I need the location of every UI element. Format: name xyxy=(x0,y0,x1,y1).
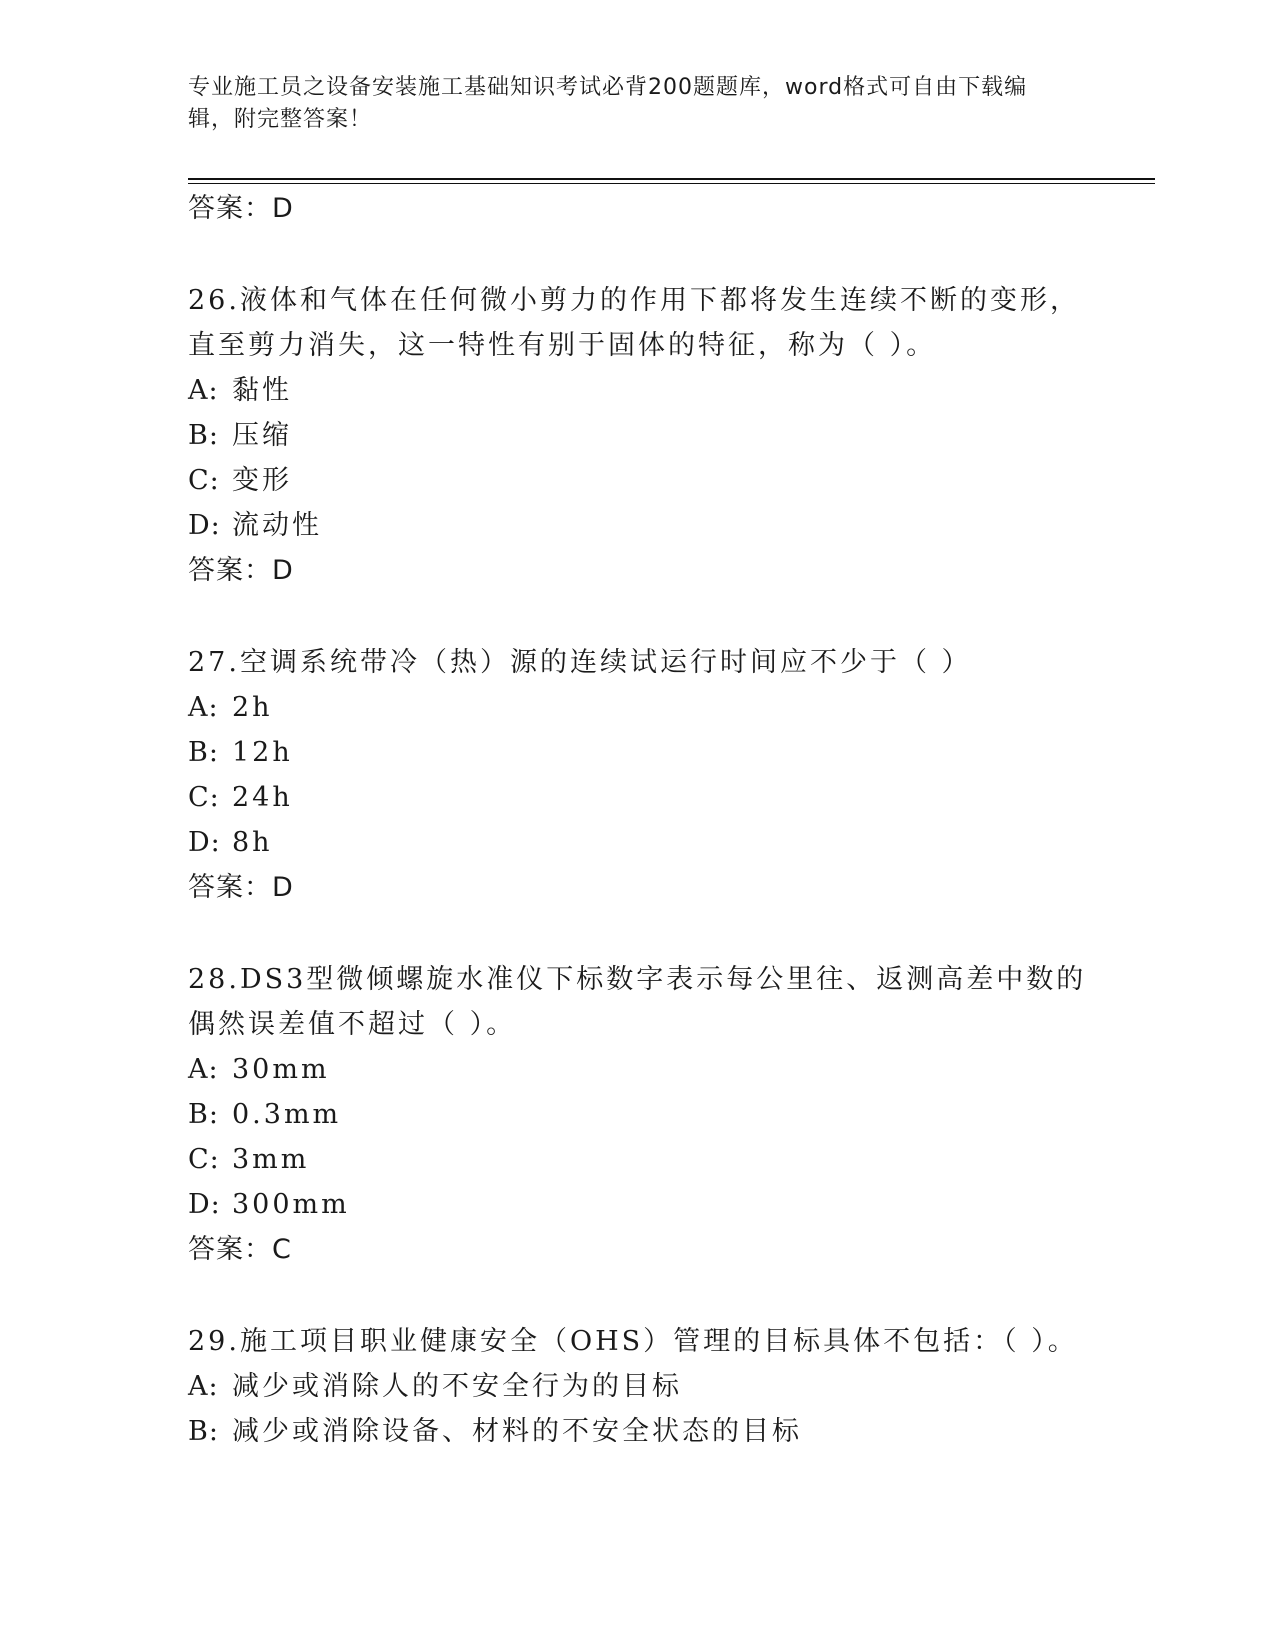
option-text: 8h xyxy=(232,827,273,858)
question-text: 26.液体和气体在任何微小剪力的作用下都将发生连续不断的变形，直至剪力消失，这一特性有别于固体的特征，称为（ ）。 xyxy=(188,285,1080,361)
option-b xyxy=(188,1409,1088,1454)
option-d xyxy=(188,1182,1088,1227)
option-label: D: xyxy=(188,1189,221,1220)
option-text: 流动性 xyxy=(232,510,322,541)
option-label: D: xyxy=(188,510,221,541)
option-a xyxy=(188,368,1088,413)
option-label: A: xyxy=(188,375,219,406)
option-label: B: xyxy=(188,737,219,768)
option-text: 24h xyxy=(232,782,293,813)
answer-line: 答案：D xyxy=(188,872,294,903)
answer-line: 答案：D xyxy=(188,555,294,586)
option-text: 300mm xyxy=(232,1189,350,1220)
question-text: 27.空调系统带冷（热）源的连续试运行时间应不少于（ ） xyxy=(188,647,972,678)
question-28 xyxy=(188,957,1088,1273)
option-label: B: xyxy=(188,1099,219,1130)
option-b xyxy=(188,1092,1088,1137)
question-27 xyxy=(188,640,1088,911)
option-a xyxy=(188,685,1088,730)
option-c xyxy=(188,775,1088,820)
option-d xyxy=(188,503,1088,548)
option-label: C: xyxy=(188,782,220,813)
option-text: 3mm xyxy=(232,1144,310,1175)
option-d xyxy=(188,820,1088,865)
option-label: C: xyxy=(188,1144,220,1175)
option-label: A: xyxy=(188,692,219,723)
option-text: 0.3mm xyxy=(232,1099,342,1130)
option-label: A: xyxy=(188,1371,219,1402)
question-list xyxy=(188,186,1088,1454)
option-text: 变形 xyxy=(232,465,292,496)
option-text: 黏性 xyxy=(232,375,292,406)
question-text: 28.DS3型微倾螺旋水准仪下标数字表示每公里往、返测高差中数的偶然误差值不超过（ ）。 xyxy=(188,964,1087,1040)
option-text: 30mm xyxy=(232,1054,330,1085)
previous-answer: 答案：D xyxy=(188,193,294,224)
option-label: B: xyxy=(188,1416,219,1447)
option-c xyxy=(188,1137,1088,1182)
option-label: C: xyxy=(188,465,220,496)
question-29 xyxy=(188,1319,1088,1454)
answer-line: 答案：C xyxy=(188,1234,292,1265)
option-b xyxy=(188,730,1088,775)
header-divider xyxy=(188,178,1155,180)
header-divider-thin xyxy=(188,183,1155,184)
option-label: A: xyxy=(188,1054,219,1085)
option-text: 2h xyxy=(232,692,273,723)
option-text: 减少或消除人的不安全行为的目标 xyxy=(232,1371,682,1402)
option-text: 减少或消除设备、材料的不安全状态的目标 xyxy=(232,1416,802,1447)
option-a xyxy=(188,1047,1088,1092)
option-label: B: xyxy=(188,420,219,451)
option-c xyxy=(188,458,1088,503)
page-header: 专业施工员之设备安装施工基础知识考试必背200题题库，word格式可自由下载编辑，附完整答案！ xyxy=(188,75,1028,132)
option-text: 12h xyxy=(232,737,293,768)
option-a xyxy=(188,1364,1088,1409)
question-26 xyxy=(188,278,1088,594)
option-label: D: xyxy=(188,827,221,858)
question-text: 29.施工项目职业健康安全（OHS）管理的目标具体不包括：（ ）。 xyxy=(188,1326,1078,1357)
option-text: 压缩 xyxy=(232,420,292,451)
option-b xyxy=(188,413,1088,458)
